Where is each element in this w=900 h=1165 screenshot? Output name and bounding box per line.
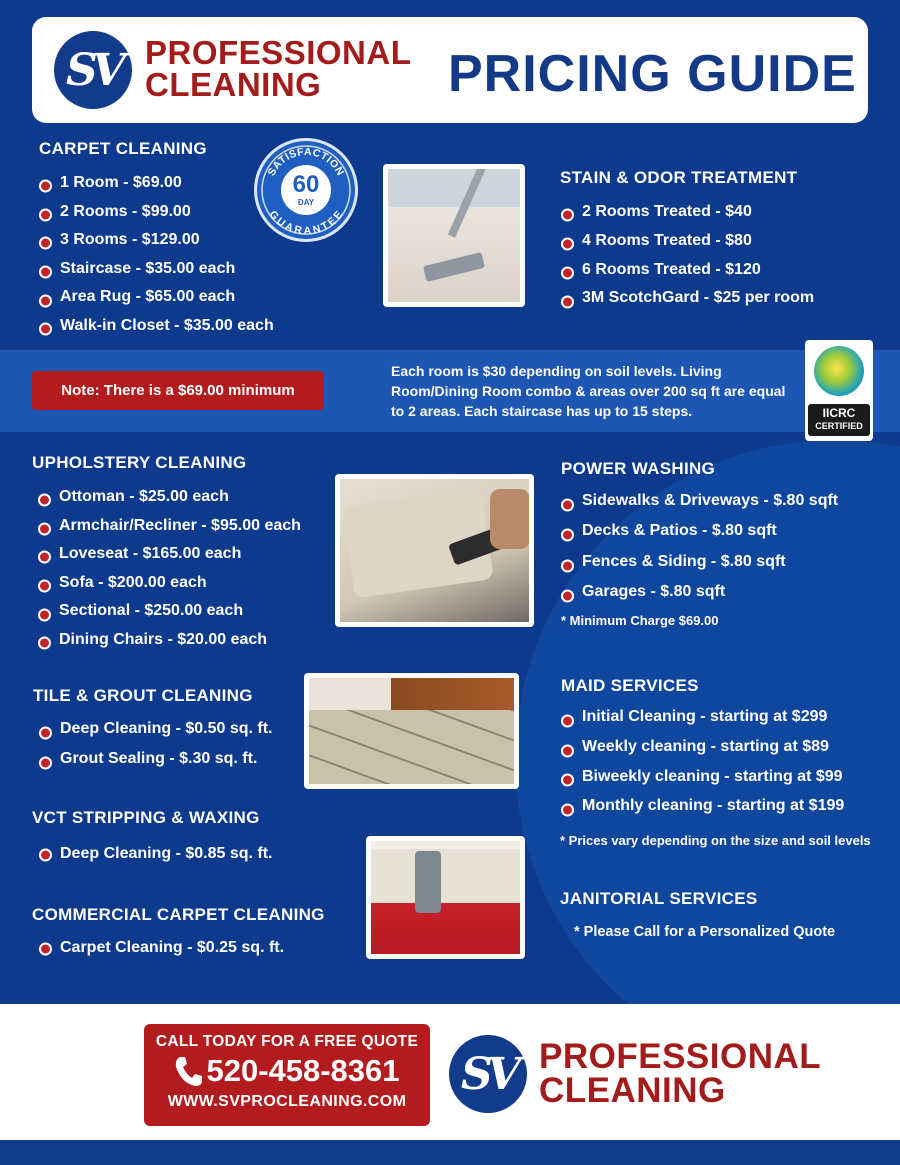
upholstery-title: UPHOLSTERY CLEANING: [32, 453, 247, 472]
list-item: Staircase - $35.00 each: [39, 258, 274, 287]
footer-logo-icon: [449, 1035, 527, 1113]
list-item: Grout Sealing - $.30 sq. ft.: [39, 748, 273, 778]
header-card: [32, 17, 868, 123]
header-brand: [145, 34, 412, 104]
logo-monogram: SV: [66, 44, 120, 96]
cert-line1: IICRC: [822, 406, 856, 420]
phone-number[interactable]: 520-458-8361: [206, 1053, 400, 1088]
footer-brand: [539, 1037, 822, 1111]
list-item: Deep Cleaning - $0.85 sq. ft.: [39, 843, 273, 867]
list-item: 4 Rooms Treated - $80: [561, 230, 814, 259]
power-list: [561, 490, 838, 611]
list-item: Loveseat - $165.00 each: [38, 543, 301, 572]
footer-logo-monogram: SV: [461, 1048, 515, 1100]
list-item: Dining Chairs - $20.00 each: [38, 629, 301, 658]
badge-bottom-text: GUARANTEE: [266, 208, 346, 238]
list-item: 2 Rooms Treated - $40: [561, 201, 814, 230]
phone-icon: [174, 1055, 202, 1087]
power-title: POWER WASHING: [561, 459, 716, 478]
brand-line2: CLEANING: [145, 66, 322, 104]
brand-line1: PROFESSIONAL: [145, 34, 412, 71]
logo-icon: [54, 31, 132, 109]
guarantee-badge: [254, 138, 358, 242]
cta-line: CALL TODAY FOR A FREE QUOTE: [155, 1033, 419, 1050]
stain-title: STAIN & ODOR TREATMENT: [560, 168, 798, 187]
vct-title: VCT STRIPPING & WAXING: [32, 808, 260, 827]
list-item: Ottoman - $25.00 each: [38, 486, 301, 515]
list-item: Carpet Cleaning - $0.25 sq. ft.: [39, 937, 284, 961]
list-item: 3 Rooms - $129.00: [39, 229, 274, 258]
carpet-photo: [383, 164, 525, 307]
list-item: 3M ScotchGard - $25 per room: [561, 287, 814, 316]
list-item: Sidewalks & Driveways - $.80 sqft: [561, 490, 838, 520]
list-item: Area Rug - $65.00 each: [39, 286, 274, 315]
footer-brand-line1: PROFESSIONAL: [539, 1037, 822, 1076]
vct-list: [39, 843, 273, 867]
janitorial-note: * Please Call for a Personalized Quote: [574, 924, 836, 940]
badge-unit: DAY: [297, 198, 315, 207]
iicrc-certified-badge: [805, 340, 873, 441]
commercial-list: [39, 937, 284, 961]
room-policy-text: Each room is $30 depending on soil levels. Living Room/Dining Room combo & areas over 200 sq ft are equal to 2 areas. Each staircase has up to 15 steps.: [391, 363, 786, 419]
globe-icon: [814, 346, 864, 396]
list-item: Armchair/Recliner - $95.00 each: [38, 515, 301, 544]
call-to-action-box[interactable]: [144, 1024, 430, 1126]
stain-list: [561, 201, 814, 316]
cert-line2: CERTIFIED: [815, 421, 863, 431]
iicrc-label: [808, 404, 870, 436]
badge-number: 60: [292, 171, 320, 198]
list-item: Walk-in Closet - $35.00 each: [39, 315, 274, 344]
upholstery-photo: [335, 474, 534, 627]
list-item: Weekly cleaning - starting at $89: [561, 736, 844, 766]
badge-top-text: SATISFACTION: [265, 145, 347, 178]
commercial-title: COMMERCIAL CARPET CLEANING: [32, 905, 325, 924]
upholstery-list: [38, 486, 301, 658]
commercial-photo: [366, 836, 525, 959]
maid-title: MAID SERVICES: [561, 676, 699, 695]
list-item: 6 Rooms Treated - $120: [561, 259, 814, 288]
minimum-note: Note: There is a $69.00 minimum: [32, 371, 324, 410]
list-item: Biweekly cleaning - starting at $99: [561, 766, 844, 796]
power-note: * Minimum Charge $69.00: [561, 613, 719, 628]
maid-list: [561, 706, 844, 825]
carpet-title: CARPET CLEANING: [39, 139, 207, 158]
page-title: PRICING GUIDE: [448, 45, 857, 103]
phone-row[interactable]: [144, 1053, 430, 1089]
list-item: Sofa - $200.00 each: [38, 572, 301, 601]
list-item: Initial Cleaning - starting at $299: [561, 706, 844, 736]
janitorial-title: JANITORIAL SERVICES: [560, 889, 758, 908]
list-item: Decks & Patios - $.80 sqft: [561, 520, 838, 550]
tile-title: TILE & GROUT CLEANING: [33, 686, 253, 705]
maid-note: * Prices vary depending on the size and soil levels: [560, 833, 871, 848]
tile-list: [39, 718, 273, 778]
footer-strip: [0, 1140, 900, 1165]
list-item: 1 Room - $69.00: [39, 172, 274, 201]
footer-brand-line2: CLEANING: [539, 1071, 726, 1111]
list-item: Garages - $.80 sqft: [561, 581, 838, 611]
tile-photo: [304, 673, 519, 789]
carpet-list: [39, 172, 274, 344]
list-item: 2 Rooms - $99.00: [39, 201, 274, 230]
list-item: Monthly cleaning - starting at $199: [561, 795, 844, 825]
list-item: Fences & Siding - $.80 sqft: [561, 551, 838, 581]
list-item: Sectional - $250.00 each: [38, 600, 301, 629]
website-link[interactable]: WWW.SVPROCLEANING.COM: [167, 1093, 407, 1110]
list-item: Deep Cleaning - $0.50 sq. ft.: [39, 718, 273, 748]
badge-center: [281, 165, 331, 215]
